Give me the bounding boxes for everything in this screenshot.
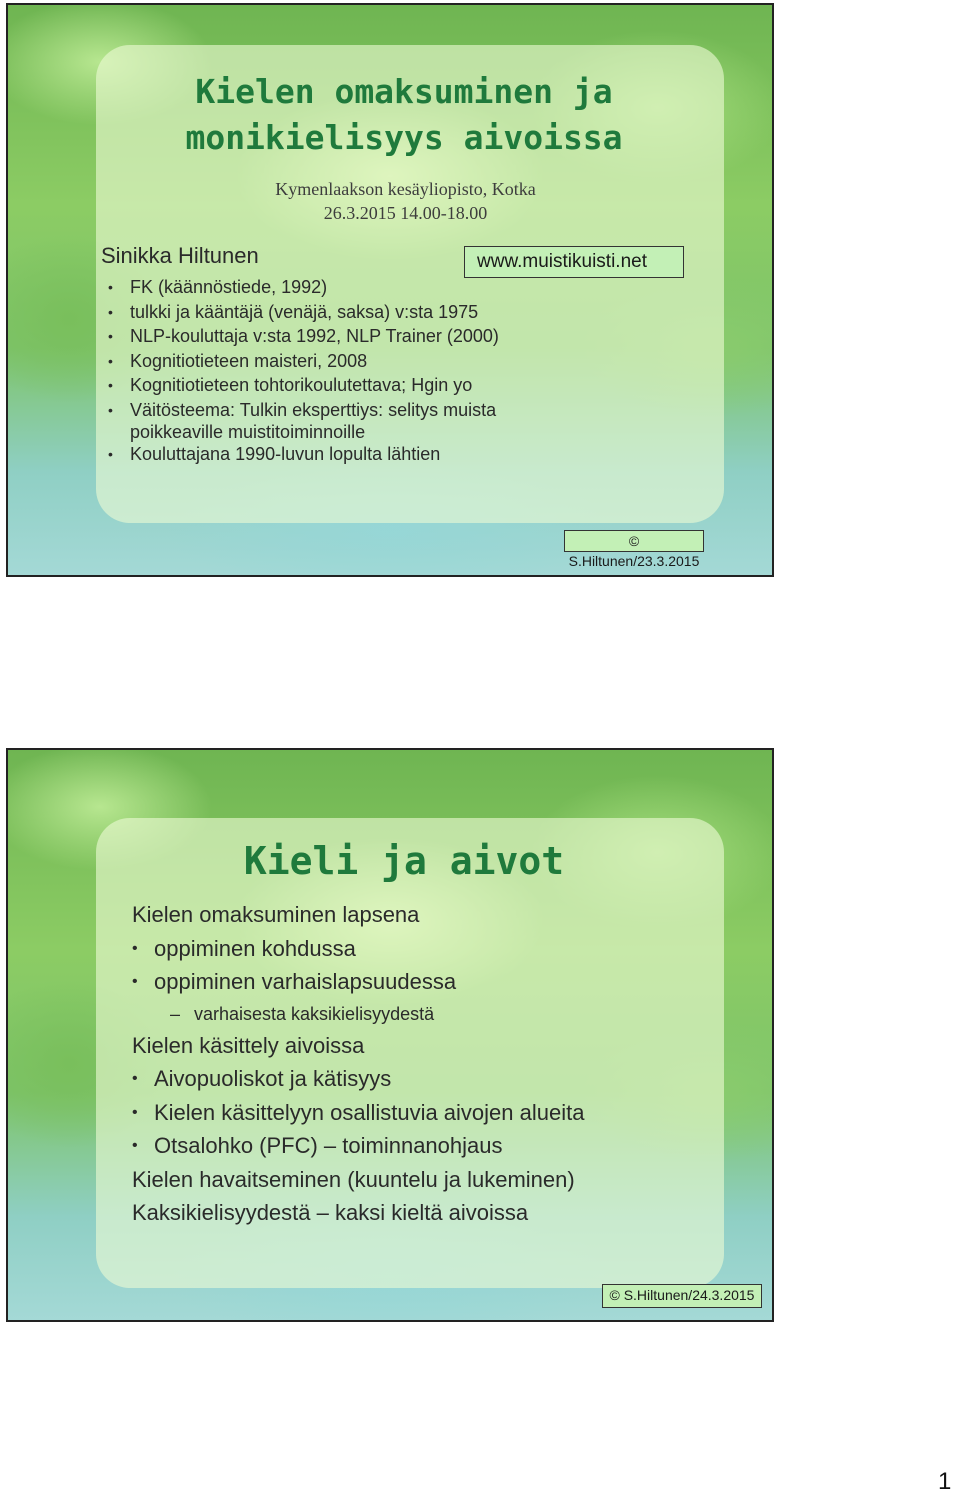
slide-1-title <box>8 69 774 161</box>
list-item: • Kognitiotieteen tohtorikoulutettava; Hgin yo <box>108 373 580 398</box>
list-item: • Otsalohko (PFC) – toiminnanohjaus <box>132 1129 584 1163</box>
page-number: 1 <box>938 1468 952 1495</box>
section-heading: Kielen omaksuminen lapsena <box>132 902 420 927</box>
list-item: • Väitösteema: Tulkin eksperttiys: selitys muista poikkeaville muistitoiminnoille <box>108 398 580 443</box>
slide-2 <box>6 748 774 1322</box>
slide-2-title: Kieli ja aivot <box>243 839 565 883</box>
list-item: • Aivopuoliskot ja kätisyys <box>132 1062 584 1096</box>
slide-2-content <box>132 898 584 1230</box>
slide-1-copyright-box: © S.Hiltunen/23.3.2015 <box>564 530 704 552</box>
slide-1-title-line-2: monikielisyys aivoissa <box>185 118 623 157</box>
list-item: • Kognitiotieteen maisteri, 2008 <box>108 349 580 374</box>
slide-2-copyright-box: © S.Hiltunen/24.3.2015 <box>602 1284 762 1308</box>
section-heading: Kielen käsittely aivoissa <box>132 1032 365 1058</box>
list-item: • tulkki ja kääntäjä (venäjä, saksa) v:sta 1975 <box>108 300 580 325</box>
section-heading: Kaksikielisyydestä – kaksi kieltä aivoissa <box>132 1200 529 1225</box>
slide-1 <box>6 3 774 577</box>
slide-1-title-line-1: Kielen omaksuminen ja <box>195 72 613 111</box>
list-item: • oppiminen varhaislapsuudessa <box>132 965 584 999</box>
website-url-box: www.muistikuisti.net <box>464 246 684 278</box>
list-item: • oppiminen kohdussa <box>132 932 584 966</box>
author-name: Sinikka Hiltunen <box>101 243 259 268</box>
section-heading: Kielen havaitseminen (kuuntelu ja lukeminen) <box>132 1166 575 1192</box>
author-bullet-list <box>108 275 580 467</box>
list-item: • NLP-kouluttaja v:sta 1992, NLP Trainer (2000) <box>108 324 580 349</box>
slide-1-subtitle-line-2: 26.3.2015 14.00-18.00 <box>323 203 488 223</box>
list-item: • Kielen käsittelyyn osallistuvia aivojen alueita <box>132 1096 584 1130</box>
sub-list-item: – varhaisesta kaksikielisyydestä <box>132 999 584 1029</box>
slide-1-subtitle-line-1: Kymenlaakson kesäyliopisto, Kotka <box>275 179 536 199</box>
list-item-continuation: poikkeaville muistitoiminnoille <box>130 422 366 442</box>
list-item: • FK (käännöstiede, 1992) <box>108 275 580 300</box>
list-item: • Kouluttajana 1990-luvun lopulta lähtien <box>108 442 580 467</box>
